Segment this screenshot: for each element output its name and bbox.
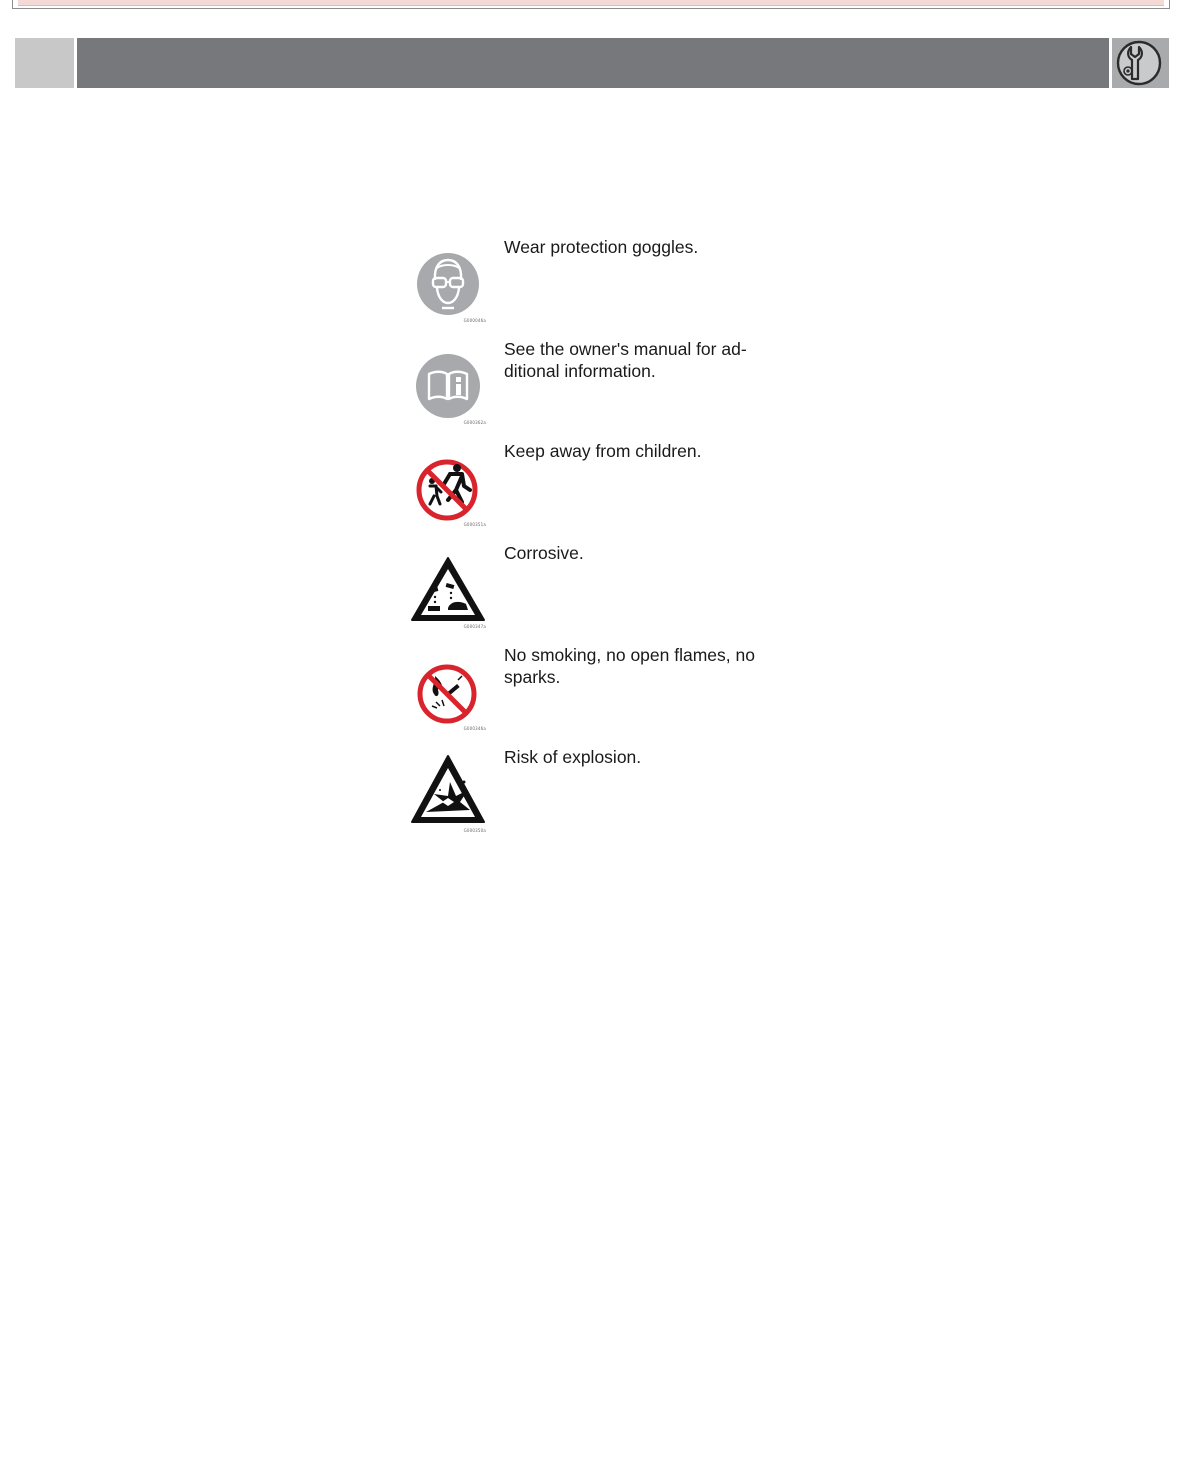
symbol-row [404,746,804,844]
symbol-text: Keep away from children. [504,441,702,461]
symbol-row [404,440,804,538]
symbol-row [404,338,804,436]
symbol-row [404,542,804,640]
top-frame [12,0,1170,9]
symbol-code: G000346a [463,726,486,731]
symbol-text: Corrosive. [504,543,584,563]
symbol-code: G000351a [463,522,486,527]
top-frame-band [18,0,1164,6]
header-right-block [1112,38,1169,88]
symbol-code: G000350a [463,828,486,833]
symbol-code: G000347a [463,624,486,629]
header-bar [77,38,1109,88]
symbol-text: Risk of explosion. [504,747,642,767]
symbol-row [404,644,804,742]
symbol-row [404,236,804,334]
symbol-text: See the owner's manual for ad-ditional information. [504,339,747,381]
symbol-text: No smoking, no open flames, no sparks. [504,645,755,687]
wrench-service-icon [1114,39,1164,87]
header-left-block [15,38,74,88]
symbol-code: G000046a [463,318,486,323]
symbol-code: G000362a [463,420,486,425]
symbol-text: Wear protection goggles. [504,237,699,257]
